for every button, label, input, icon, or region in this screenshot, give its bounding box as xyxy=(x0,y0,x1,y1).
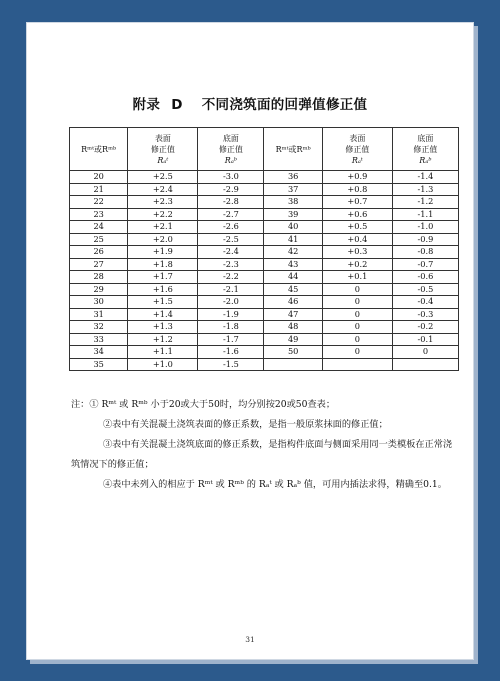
table-cell: 22 xyxy=(70,196,128,209)
table-row xyxy=(70,271,459,284)
table-cell: -0.4 xyxy=(392,296,458,309)
note-4: ④表中未列入的相应于 Rᵐᵗ 或 Rᵐᵇ 的 Rₐᵗ 或 Rₐᵇ 值，可用内插法求得，精确至0.1。 xyxy=(103,479,447,490)
table-cell: 49 xyxy=(264,333,322,346)
table-cell: -1.1 xyxy=(392,208,458,221)
table-cell: 0 xyxy=(322,321,392,334)
header-bottom-right: 底面 修正值 Rₐᵇ xyxy=(392,128,458,171)
table-cell: +1.9 xyxy=(128,246,198,259)
table-row xyxy=(70,196,459,209)
table-row xyxy=(70,233,459,246)
table-cell: 38 xyxy=(264,196,322,209)
table-cell: +2.2 xyxy=(128,208,198,221)
table-row xyxy=(70,358,459,371)
table-cell: -1.5 xyxy=(198,358,264,371)
table-cell: -0.2 xyxy=(392,321,458,334)
table-row xyxy=(70,258,459,271)
table-cell: -0.3 xyxy=(392,308,458,321)
table-cell: -2.3 xyxy=(198,258,264,271)
table-cell: 0 xyxy=(322,346,392,359)
table-cell: -1.4 xyxy=(392,171,458,184)
document-page xyxy=(26,22,474,660)
table-row xyxy=(70,171,459,184)
table-cell: +0.2 xyxy=(322,258,392,271)
table-cell: -0.1 xyxy=(392,333,458,346)
header-bottom-left: 底面 修正值 Rₐᵇ xyxy=(198,128,264,171)
table-cell: -0.6 xyxy=(392,271,458,284)
table-cell: +0.9 xyxy=(322,171,392,184)
table-cell: 20 xyxy=(70,171,128,184)
table-cell: 0 xyxy=(322,283,392,296)
header-rm-right: Rᵐᵗ或Rᵐᵇ xyxy=(264,128,322,171)
table-cell: +2.5 xyxy=(128,171,198,184)
table-cell: 46 xyxy=(264,296,322,309)
table-row xyxy=(70,208,459,221)
table-cell: 23 xyxy=(70,208,128,221)
table-row xyxy=(70,346,459,359)
title-text: 不同浇筑面的回弹值修正值 xyxy=(201,97,368,113)
table-cell: +2.0 xyxy=(128,233,198,246)
table-body xyxy=(70,171,459,371)
table-cell: 48 xyxy=(264,321,322,334)
table-cell: +0.5 xyxy=(322,221,392,234)
table-cell: 27 xyxy=(70,258,128,271)
table-row xyxy=(70,333,459,346)
table-cell: +2.1 xyxy=(128,221,198,234)
table-cell: 32 xyxy=(70,321,128,334)
table-cell: -2.4 xyxy=(198,246,264,259)
note-1: 注：① Rᵐᵗ 或 Rᵐᵇ 小于20或大于50时，均分别按20或50查表； xyxy=(71,399,336,410)
table-row xyxy=(70,246,459,259)
table-cell: 47 xyxy=(264,308,322,321)
table-cell: -2.1 xyxy=(198,283,264,296)
header-rm-left: Rᵐᵗ或Rᵐᵇ xyxy=(70,128,128,171)
table-cell: 37 xyxy=(264,183,322,196)
table-cell: 0 xyxy=(322,308,392,321)
table-cell: 24 xyxy=(70,221,128,234)
table-cell: +1.3 xyxy=(128,321,198,334)
table-cell: 41 xyxy=(264,233,322,246)
page-title xyxy=(27,93,473,113)
table-cell: -2.9 xyxy=(198,183,264,196)
table-cell xyxy=(264,358,322,371)
table-cell: -0.8 xyxy=(392,246,458,259)
note-3: ③表中有关混凝土浇筑底面的修正系数，是指构件底面与侧面采用同一类模板在正常浇筑情况下的修正值； xyxy=(71,439,453,470)
title-prefix: 附录 xyxy=(132,97,161,113)
table-cell: 29 xyxy=(70,283,128,296)
table-cell: 33 xyxy=(70,333,128,346)
table-cell: -2.5 xyxy=(198,233,264,246)
table-cell: +1.2 xyxy=(128,333,198,346)
table-cell: +0.8 xyxy=(322,183,392,196)
table-cell: -2.8 xyxy=(198,196,264,209)
table-header-row xyxy=(70,128,459,171)
table-cell: +1.7 xyxy=(128,271,198,284)
table-cell: 50 xyxy=(264,346,322,359)
table-cell: 35 xyxy=(70,358,128,371)
table-row xyxy=(70,321,459,334)
header-top-left: 表面 修正值 Rₐᵗ xyxy=(128,128,198,171)
table-cell: -1.7 xyxy=(198,333,264,346)
table-cell: -3.0 xyxy=(198,171,264,184)
table-cell: -0.7 xyxy=(392,258,458,271)
table-row xyxy=(70,283,459,296)
table-cell: +0.1 xyxy=(322,271,392,284)
table-cell: 34 xyxy=(70,346,128,359)
table-cell: -0.5 xyxy=(392,283,458,296)
table-cell: +1.6 xyxy=(128,283,198,296)
table-cell: -1.9 xyxy=(198,308,264,321)
table-cell: 39 xyxy=(264,208,322,221)
table-cell: +1.1 xyxy=(128,346,198,359)
table-row xyxy=(70,183,459,196)
table-cell: 0 xyxy=(322,333,392,346)
table-cell: +1.5 xyxy=(128,296,198,309)
page-number: 31 xyxy=(245,635,255,644)
table-cell: +2.3 xyxy=(128,196,198,209)
table-cell: 43 xyxy=(264,258,322,271)
correction-table xyxy=(69,127,459,371)
table-cell: +1.4 xyxy=(128,308,198,321)
table-cell: 45 xyxy=(264,283,322,296)
table-cell: -2.7 xyxy=(198,208,264,221)
table-cell: -1.2 xyxy=(392,196,458,209)
table-row xyxy=(70,221,459,234)
table-cell: 21 xyxy=(70,183,128,196)
table-cell: -1.3 xyxy=(392,183,458,196)
table-cell: -0.9 xyxy=(392,233,458,246)
table-cell: +0.7 xyxy=(322,196,392,209)
table-cell: 42 xyxy=(264,246,322,259)
table-cell: +0.6 xyxy=(322,208,392,221)
table-cell: +2.4 xyxy=(128,183,198,196)
table-cell: +1.0 xyxy=(128,358,198,371)
table-row xyxy=(70,308,459,321)
table-cell: +1.8 xyxy=(128,258,198,271)
table-cell: 40 xyxy=(264,221,322,234)
table-cell: 26 xyxy=(70,246,128,259)
table-cell: -1.0 xyxy=(392,221,458,234)
table-row xyxy=(70,296,459,309)
table-cell: 25 xyxy=(70,233,128,246)
table-cell: +0.4 xyxy=(322,233,392,246)
title-code: D xyxy=(171,97,183,113)
table-cell: 30 xyxy=(70,296,128,309)
table-cell: 28 xyxy=(70,271,128,284)
table-cell: 31 xyxy=(70,308,128,321)
table-cell: -2.0 xyxy=(198,296,264,309)
note-2: ②表中有关混凝土浇筑表面的修正系数，是指一般原浆抹面的修正值； xyxy=(103,419,388,430)
header-top-right: 表面 修正值 Rₐᵗ xyxy=(322,128,392,171)
table-cell: -1.8 xyxy=(198,321,264,334)
table-cell: 0 xyxy=(322,296,392,309)
table-cell: +0.3 xyxy=(322,246,392,259)
table-cell: 0 xyxy=(392,346,458,359)
table-cell: 36 xyxy=(264,171,322,184)
table-cell: -2.2 xyxy=(198,271,264,284)
notes-section xyxy=(71,395,455,495)
table-cell xyxy=(392,358,458,371)
table-cell: 44 xyxy=(264,271,322,284)
table-cell xyxy=(322,358,392,371)
table-cell: -2.6 xyxy=(198,221,264,234)
table-cell: -1.6 xyxy=(198,346,264,359)
